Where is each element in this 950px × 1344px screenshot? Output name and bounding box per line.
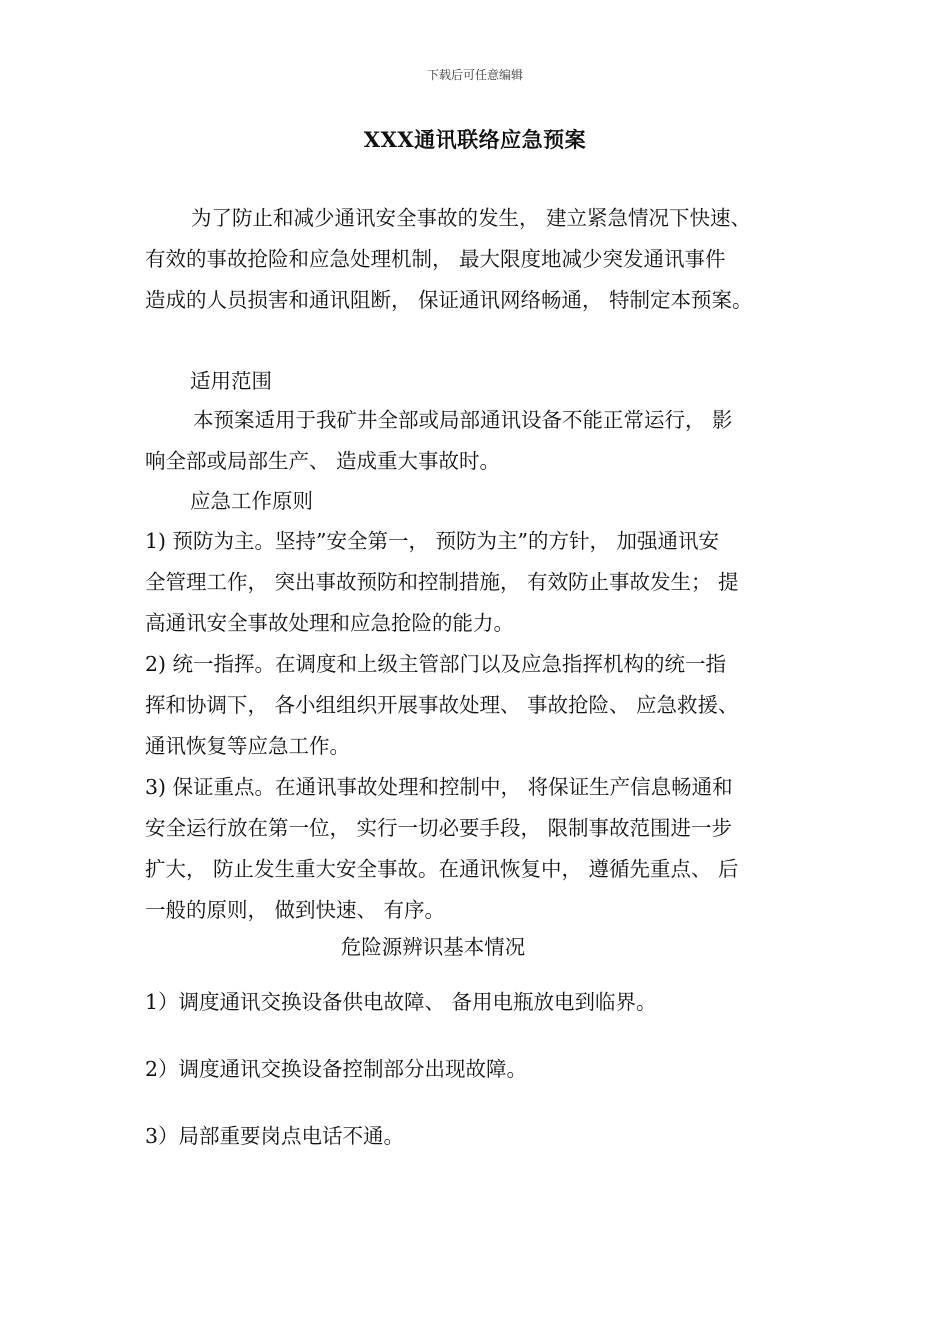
principle-line: 1) 预防为主。坚持”安全第一， 预防为主”的方针， 加强通讯安 [145,529,720,553]
scope-paragraph [145,400,835,482]
scope-line: 响全部或局部生产、 造成重大事故时。 [145,449,501,473]
principle-line: 全管理工作， 突出事故预防和控制措施， 有效防止事故发生； 提 [145,570,739,594]
section-heading-principles: 应急工作原则 [190,489,313,513]
hazard-item: 2）调度通讯交换设备控制部分出现故障。 [145,1057,528,1081]
hazard-item: 1）调度通讯交换设备供电故障、 备用电瓶放电到临界。 [145,990,657,1014]
document-title: XXX通讯联络应急预案 [363,127,587,152]
intro-line: 有效的事故抢险和应急处理机制， 最大限度地减少突发通讯事件 [145,247,726,271]
page-header: 下载后可任意编辑 [426,68,523,82]
hazard-item: 3）局部重要岗点电话不通。 [145,1124,405,1148]
principle-line: 高通讯安全事故处理和应急抢险的能力。 [145,611,514,635]
intro-line: 造成的人员损害和通讯阻断， 保证通讯网络畅通， 特制定本预案。 [145,288,753,312]
principles-list [145,521,835,931]
section-heading-scope: 适用范围 [190,369,272,393]
intro-line: 为了防止和减少通讯安全事故的发生， 建立紧急情况下快速、 [191,206,752,230]
principle-line: 一般的原则， 做到快速、 有序。 [145,898,446,922]
principle-line: 2) 统一指挥。在调度和上级主管部门以及应急指挥机构的统一指 [145,652,727,676]
section-heading-hazards: 危险源辨识基本情况 [340,935,526,959]
scope-line: 本预案适用于我矿井全部或局部通讯设备不能正常运行， 影 [193,408,733,432]
intro-paragraph [145,198,835,321]
principle-line: 3) 保证重点。在通讯事故处理和控制中， 将保证生产信息畅通和 [145,775,733,799]
principle-line: 挥和协调下， 各小组组织开展事故处理、 事故抢险、 应急救援、 [145,693,739,717]
principle-line: 安全运行放在第一位， 实行一切必要手段， 限制事故范围进一步 [145,816,733,840]
principle-line: 通讯恢复等应急工作。 [145,734,350,758]
principle-line: 扩大， 防止发生重大安全事故。在通讯恢复中， 遵循先重点、 后 [145,857,739,881]
